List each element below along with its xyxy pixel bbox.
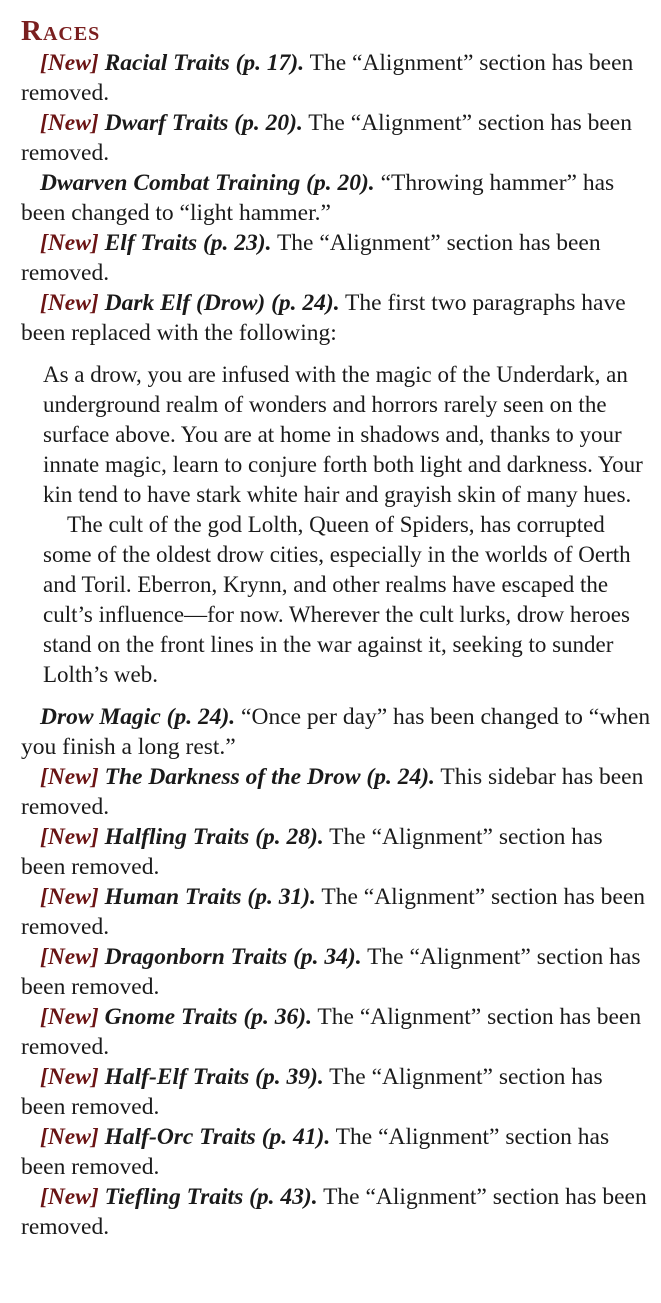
new-tag: [New] bbox=[40, 230, 99, 256]
new-tag: [New] bbox=[40, 290, 99, 316]
entry-text: The first two paragraphs have been replaced with the following: bbox=[21, 290, 626, 346]
entry bbox=[21, 48, 651, 108]
drow-quote-block bbox=[43, 360, 651, 690]
entry-title: Gnome Traits (p. 36). bbox=[98, 1004, 312, 1030]
entry-title: Dwarf Traits (p. 20). bbox=[98, 110, 303, 136]
entry-text: The “Alignment” section has been removed. bbox=[21, 110, 632, 166]
entry-title: Dragonborn Traits (p. 34). bbox=[98, 944, 362, 970]
new-tag: [New] bbox=[40, 110, 99, 136]
entry-text: The “Alignment” section has been removed. bbox=[21, 1124, 610, 1180]
entry-text: The “Alignment” section has been removed. bbox=[21, 884, 646, 940]
entry-text: This sidebar has been removed. bbox=[21, 764, 644, 820]
entry-title: Racial Traits (p. 17). bbox=[98, 50, 305, 76]
entry bbox=[21, 942, 651, 1002]
entry bbox=[21, 822, 651, 882]
new-tag: [New] bbox=[40, 884, 99, 910]
entry bbox=[21, 762, 651, 822]
entry-title: Dwarven Combat Training (p. 20). bbox=[40, 170, 375, 196]
entry bbox=[21, 1062, 651, 1122]
new-tag: [New] bbox=[40, 764, 99, 790]
section-heading: Races bbox=[21, 15, 101, 47]
entry-title: The Darkness of the Drow (p. 24). bbox=[98, 764, 435, 790]
new-tag: [New] bbox=[40, 1064, 99, 1090]
entry-title: Half-Orc Traits (p. 41). bbox=[98, 1124, 331, 1150]
entry bbox=[21, 1182, 651, 1242]
entries-bottom bbox=[21, 702, 651, 1242]
entry-text: The “Alignment” section has been removed. bbox=[21, 50, 634, 106]
entry-text: The “Alignment” section has been removed. bbox=[21, 1004, 642, 1060]
entry-text: The “Alignment” section has been removed. bbox=[21, 1184, 647, 1240]
entry-title: Dark Elf (Drow) (p. 24). bbox=[98, 290, 340, 316]
entry bbox=[21, 882, 651, 942]
entry bbox=[21, 108, 651, 168]
entry-title: Elf Traits (p. 23). bbox=[98, 230, 272, 256]
new-tag: [New] bbox=[40, 50, 99, 76]
new-tag: [New] bbox=[40, 1124, 99, 1150]
entry-title: Halfling Traits (p. 28). bbox=[98, 824, 324, 850]
new-tag: [New] bbox=[40, 824, 99, 850]
entry-text: “Once per day” has been changed to “when you finish a long rest.” bbox=[21, 704, 651, 760]
new-tag: [New] bbox=[40, 1184, 99, 1210]
entry bbox=[21, 228, 651, 288]
entry bbox=[21, 288, 651, 348]
entries-top bbox=[21, 48, 651, 348]
entry-title: Tiefling Traits (p. 43). bbox=[98, 1184, 318, 1210]
entry-text: The “Alignment” section has been removed. bbox=[21, 824, 603, 880]
entry-title: Half-Elf Traits (p. 39). bbox=[98, 1064, 324, 1090]
entry-title: Drow Magic (p. 24). bbox=[40, 704, 236, 730]
entry-text: The “Alignment” section has been removed. bbox=[21, 230, 601, 286]
entry-text: The “Alignment” section has been removed. bbox=[21, 1064, 603, 1120]
entry-text: “Throwing hammer” has been changed to “light hammer.” bbox=[21, 170, 615, 226]
entry bbox=[21, 1002, 651, 1062]
entry bbox=[21, 168, 651, 228]
entry bbox=[21, 702, 651, 762]
new-tag: [New] bbox=[40, 1004, 99, 1030]
entry bbox=[21, 1122, 651, 1182]
quote-paragraph-2: The cult of the god Lolth, Queen of Spiders, has corrupted some of the oldest drow cities, especially in the worlds of Oerth and Toril. Eberron, Krynn, and other realms have escaped the cult’s influence—for now. Wherever the cult lurks, drow heroes stand on the front lines in the war against it, seeking to sunder Lolth’s web. bbox=[43, 512, 631, 687]
new-tag: [New] bbox=[40, 944, 99, 970]
quote-paragraph-1: As a drow, you are infused with the magic of the Underdark, an underground realm of wonders and horrors rarely seen on the surface above. You are at home in shadows and, thanks to your innate magic, learn to conjure forth both light and darkness. Your kin tend to have stark white hair and grayish skin of many hues. bbox=[43, 362, 643, 507]
entry-text: The “Alignment” section has been removed. bbox=[21, 944, 641, 1000]
entry-title: Human Traits (p. 31). bbox=[98, 884, 316, 910]
